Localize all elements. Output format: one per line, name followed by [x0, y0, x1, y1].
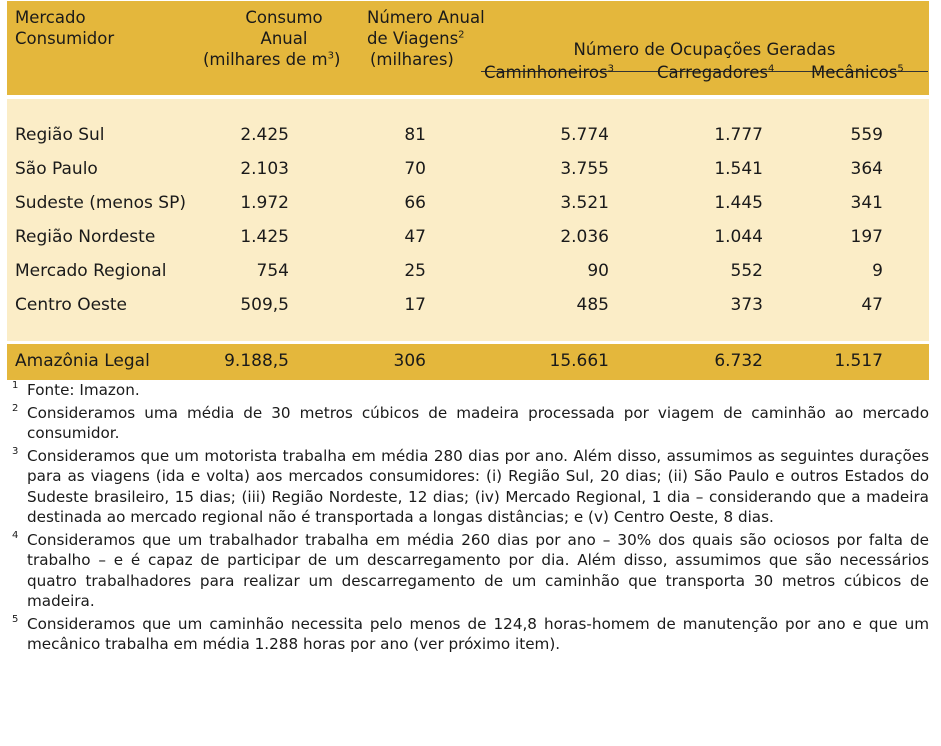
footnote	[7, 380, 929, 401]
footnote-mark: 2	[12, 402, 19, 414]
header-consumo-line3: (milhares de $m^3$)	[203, 50, 341, 69]
cell-consumo: 1.425	[240, 227, 289, 247]
cell-mecanicos: 341	[850, 193, 883, 213]
cell-mecanicos: 9	[872, 261, 883, 281]
cell-carregadores: 6.732	[714, 351, 763, 371]
footnote	[7, 446, 929, 528]
cell-consumo: 509,5	[240, 295, 289, 315]
footnote	[7, 530, 929, 612]
cell-consumo: 2.425	[240, 125, 289, 145]
header-ocupacoes: Número de Ocupações Geradas	[573, 40, 836, 59]
footnote-text: Consideramos uma média de 30 metros cúbicos de madeira processada por viagem de caminhão ao mercado consumidor.	[27, 403, 929, 442]
cell-viagens: 17	[404, 295, 426, 315]
cell-viagens: 306	[393, 351, 426, 371]
table-row	[7, 255, 929, 289]
cell-mecanicos: 47	[861, 295, 883, 315]
cell-viagens: 25	[404, 261, 426, 281]
footnote-mark: 3	[12, 445, 19, 457]
table-row	[7, 221, 929, 255]
table-row	[7, 289, 929, 323]
footnote-text: Consideramos que um caminhão necessita pelo menos de 124,8 horas-homem de manutenção por ano e que um mecânico trabalha em média 1.288 horas por ano (ver próximo item).	[27, 614, 929, 653]
cell-consumo: 1.972	[240, 193, 289, 213]
header-consumo-line1: Consumo	[245, 8, 323, 27]
header-carregadores: Carregadores$^4$	[657, 63, 775, 82]
header-viagens-line3: (milhares)	[370, 50, 454, 69]
table-row	[7, 187, 929, 221]
cell-mercado: Região Sul	[15, 125, 105, 145]
cell-mercado: Centro Oeste	[15, 295, 128, 315]
cell-consumo: 2.103	[240, 159, 289, 179]
footnote-mark: 4	[12, 529, 19, 541]
cell-mercado: Mercado Regional	[15, 261, 167, 281]
cell-mercado: Região Nordeste	[15, 227, 156, 247]
cell-mecanicos: 1.517	[834, 351, 883, 371]
header-consumo-line2: Anual	[260, 29, 308, 48]
cell-carregadores: 1.445	[714, 193, 763, 213]
header-viagens-line2: de Viagens$^2$	[367, 29, 465, 48]
cell-mecanicos: 197	[850, 227, 883, 247]
table-body	[7, 99, 929, 341]
cell-caminhoneiros: 3.755	[560, 159, 609, 179]
cell-caminhoneiros: 90	[587, 261, 609, 281]
cell-carregadores: 1.777	[714, 125, 763, 145]
cell-consumo: 754	[256, 261, 289, 281]
footnote-mark: 5	[12, 613, 19, 625]
cell-viagens: 66	[404, 193, 426, 213]
cell-viagens: 47	[404, 227, 426, 247]
total-row	[7, 344, 929, 380]
cell-mercado: Amazônia Legal	[15, 351, 150, 371]
header-caminhoneiros: Caminhoneiros$^3$	[484, 63, 614, 82]
cell-mecanicos: 559	[850, 125, 883, 145]
header-viagens-line1: Número Anual	[367, 8, 485, 27]
cell-viagens: 81	[404, 125, 426, 145]
cell-caminhoneiros: 485	[576, 295, 609, 315]
cell-viagens: 70	[404, 159, 426, 179]
header-mercado-line1: Mercado	[15, 8, 86, 27]
table-row	[7, 119, 929, 153]
footnote-text: Fonte: Imazon.	[27, 381, 140, 399]
cell-caminhoneiros: 5.774	[560, 125, 609, 145]
data-table	[7, 1, 929, 380]
cell-caminhoneiros: 15.661	[549, 351, 609, 371]
footnotes	[7, 380, 929, 657]
cell-carregadores: 373	[730, 295, 763, 315]
cell-mercado: São Paulo	[15, 159, 98, 179]
cell-mercado: Sudeste (menos SP)	[15, 193, 186, 213]
footnote-text: Consideramos que um motorista trabalha em média 280 dias por ano. Além disso, assumimos as seguintes durações para as viagens (ida e volta) aos mercados consumidores: (i) Região Sul, 20 dias; (ii) São Paulo e outros Estados do Sudeste brasileiro, 15 dias; (iii) Região Nordeste, 12 dias; (iv) Mercado Regional, 1 dia – considerando que a madeira destinada ao mercado regional não é transportada a longas distâncias; e (v) Centro Oeste, 8 dias.	[27, 446, 929, 526]
cell-carregadores: 552	[730, 261, 763, 281]
table-row	[7, 153, 929, 187]
footnote	[7, 403, 929, 444]
footnote-mark: 1	[12, 380, 19, 391]
header-mercado-line2: Consumidor	[15, 29, 115, 48]
table-header	[7, 1, 929, 95]
cell-caminhoneiros: 3.521	[560, 193, 609, 213]
cell-mecanicos: 364	[850, 159, 883, 179]
cell-carregadores: 1.541	[714, 159, 763, 179]
footnote-text: Consideramos que um trabalhador trabalha em média 260 dias por ano – 30% dos quais são ociosos por falta de trabalho – e é capaz de participar de um descarregamento por dia. Além disso, assumimos que são necessários quatro trabalhadores para realizar um descarregamento de um caminhão que transporta 30 metros cúbicos de madeira.	[27, 530, 929, 610]
footnote	[7, 614, 929, 655]
header-mecanicos: Mecânicos$^5$	[811, 63, 904, 82]
cell-consumo: 9.188,5	[224, 351, 289, 371]
cell-carregadores: 1.044	[714, 227, 763, 247]
cell-caminhoneiros: 2.036	[560, 227, 609, 247]
